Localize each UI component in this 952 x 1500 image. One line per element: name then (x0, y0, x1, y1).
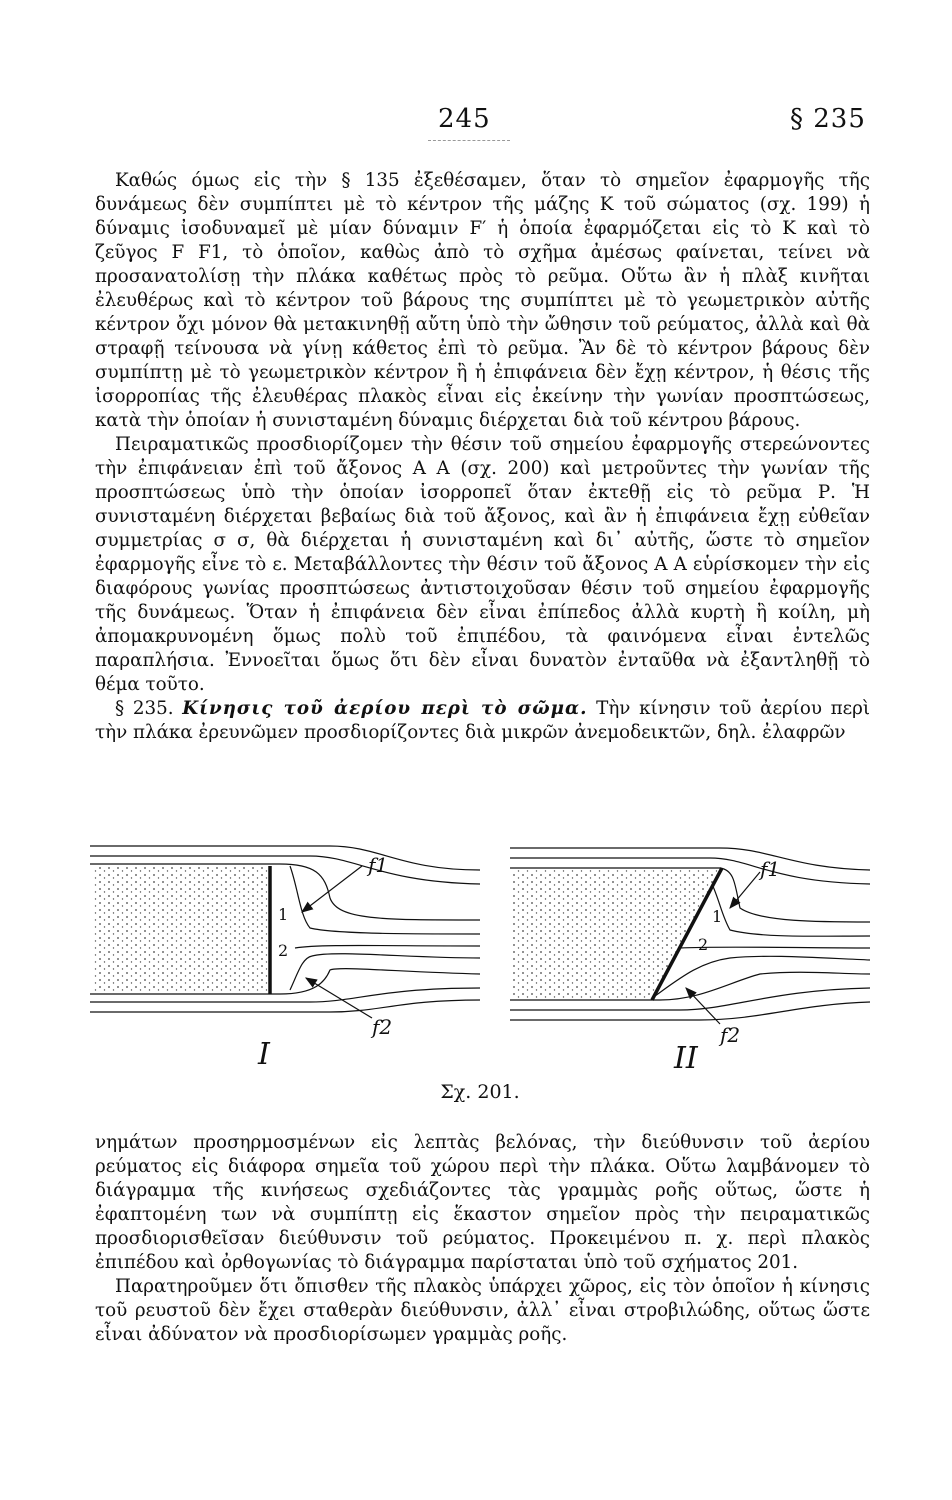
text-block-bottom (95, 1131, 870, 1347)
wake-region-one (92, 866, 270, 992)
region-label-2: 2 (278, 941, 289, 960)
paragraph-4: Παρατηροῦμεν ὅτι ὄπισθεν τῆς πλακὸς ὑπάρχει χῶρος, εἰς τὸν ὁποῖον ἡ κίνησις τοῦ ρευστοῦ δὲν ἔχει σταθερὰν διεύθυνσιν, ἀλλ᾽ εἶναι στροβιλώδης, οὕτως ὥστε εἶναι ἀδύνατον νὰ προσδιορίσωμεν γραμμὰς ροῆς. (95, 1276, 870, 1345)
arrow-label-f1-one: f1 (368, 853, 389, 877)
diagram-one (90, 846, 480, 1072)
section-235-number: § 235. (115, 698, 174, 719)
arrow-label-f2-one: f2 (372, 1015, 393, 1039)
region-label-1: 1 (278, 905, 289, 924)
figure-201 (80, 838, 880, 1113)
label-diagram-two: II (674, 1041, 698, 1076)
arrow-f1-one (302, 866, 362, 912)
arrow-label-f1-two: f1 (760, 857, 781, 881)
page-number: 245 (438, 104, 491, 134)
paragraph-1: Καθώς όμως εἰς τὴν § 135 ἐξεθέσαμεν, ὅταν τὸ σημεῖον ἐφαρμογῆς τῆς δυνάμεως δὲν συμπίπτει μὲ τὸ κέντρον τῆς μάζης Κ τοῦ σώματος (σχ. 199) ἡ δύναμις ἰσοδυναμεῖ μὲ μίαν δύναμιν F′ ἡ ὁποία ἐφαρμόζεται εἰς τὸ Κ καὶ τὸ ζεῦγος F F1, τὸ ὁποῖον, καθὼς ἀπὸ τὸ σχῆμα ἀμέσως φαίνεται, τείνει νὰ προσανατολίσῃ τὴν πλάκα καθέτως πρὸς τὸ ρεῦμα. Οὕτω ἂν ἡ πλὰξ κινῆται ἐλευθέρως καὶ τὸ κέντρον τοῦ βάρους της συμπίπτει μὲ τὸ γεωμετρικὸν αὐτῆς κέντρον ὄχι μόνον θὰ μετακινηθῇ αὔτη ὑπὸ τὴν ὤθησιν τοῦ ρεύματος, ἀλλὰ καὶ θὰ στραφῇ τείνουσα νὰ γίνῃ κάθετος ἐπὶ τὸ ρεῦμα. Ἂν δὲ τὸ κέντρον βάρους δὲν συμπίπτῃ μὲ τὸ γεωμετρικὸν κέντρον ἢ ἡ ἐπιφάνεια δὲν ἔχῃ κέντρον, ἡ θέσις τῆς ἰσορροπίας τῆς ἐλευθέρας πλακὸς εἶναι εἰς ἐκείνην τὴν γωνίαν προσπτώσεως, κατὰ τὴν ὁποίαν ἡ συνισταμένη δύναμις διέρχεται διὰ τοῦ κέντρου βάρους. (95, 170, 870, 431)
label-diagram-one: I (258, 1037, 270, 1072)
arrow-label-f2-two: f2 (720, 1023, 741, 1047)
section-235-title: Κίνησις τοῦ ἀερίου περὶ τὸ σῶμα. (182, 698, 588, 719)
paragraph-2: Πειραματικῶς προσδιορίζομεν τὴν θέσιν τοῦ σημείου ἐφαρμογῆς στερεώνοντες τὴν ἐπιφάνειαν ἐπὶ τοῦ ἄξονος Α Α (σχ. 200) καὶ μετροῦντες τὴν γωνίαν τῆς προσπτώσεως ὑπὸ τὴν ὁποίαν ἰσορροπεῖ ὅταν ἐκτεθῇ εἰς τὸ ρεῦμα Ρ. Ἡ συνισταμένη διέρχεται βεβαίως διὰ τοῦ ἄξονος, καὶ ἂν ἡ ἐπιφάνεια ἔχῃ εὐθεῖαν συμμετρίας σ σ, θὰ διέρχεται ἡ συνισταμένη καὶ δι᾽ αὐτῆς, ὥστε τὸ σημεῖον ἐφαρμογῆς εἶνε τὸ ε. Μεταβάλλοντες τὴν θέσιν τοῦ ἄξονος Α Α εὑρίσκομεν τὴν εἰς διαφόρους γωνίας προσπτώσεως ἀντιστοιχοῦσαν θέσιν τοῦ σημείου ἐφαρμογῆς τῆς δυνάμεως. Ὅταν ἡ ἐπιφάνεια δὲν εἶναι ἐπίπεδος ἀλλὰ κυρτὴ ἢ κοίλη, μὴ ἀπομακρυνομένη ὅμως πολὺ τοῦ ἐπιπέδου, τὰ φαινόμενα εἶναι ἐντελῶς παραπλήσια. Ἐννοεῖται ὅμως ὅτι δὲν εἶναι δυνατὸν ἐνταῦθα νὰ ἐξαντληθῇ τὸ θέμα τοῦτο. (95, 434, 870, 695)
page-number-rule (428, 140, 510, 141)
section-235-paragraph (95, 697, 870, 745)
flow-diagram (80, 838, 880, 1078)
arrow-f1-two (730, 872, 760, 908)
diagram-two (510, 848, 870, 1076)
text-block-top (95, 169, 870, 745)
page-header (0, 104, 952, 148)
section-235-text: Τὴν κίνησιν τοῦ ἀερίου περὶ τὴν πλάκα ἐρευνῶμεν προσδιορίζοντες διὰ μικρῶν ἀνεμοδεικτῶν, δηλ. ἐλαφρῶν (95, 698, 871, 743)
region-label-1-two: 1 (712, 907, 723, 926)
paragraph-3: νημάτων προσηρμοσμένων εἰς λεπτὰς βελόνας, τὴν διεύθυνσιν τοῦ ἀερίου ρεύματος εἰς διάφορα σημεῖα τοῦ χώρου περὶ τὴν πλάκα. Οὕτω λαμβάνομεν τὸ διάγραμμα τῆς κινήσεως σχεδιάζοντες τὰς γραμμὰς ροῆς οὕτως, ὥστε ἡ ἐφαπτομένη των νὰ συμπίπτῃ εἰς ἕκαστον σημεῖον πρὸς τὴν πειραματικῶς προσδιορισθεῖσαν διεύθυνσιν τοῦ ρεύματος. Προκειμένου π. χ. περὶ πλακὸς ἐπιπέδου καὶ ὀρθογωνίας τὸ διάγραμμα παρίσταται ὑπὸ τοῦ σχήματος 201. (95, 1132, 870, 1273)
figure-caption: Σχ. 201. (440, 1081, 520, 1103)
region-label-2-two: 2 (698, 935, 709, 954)
running-section: § 235 (790, 104, 866, 134)
